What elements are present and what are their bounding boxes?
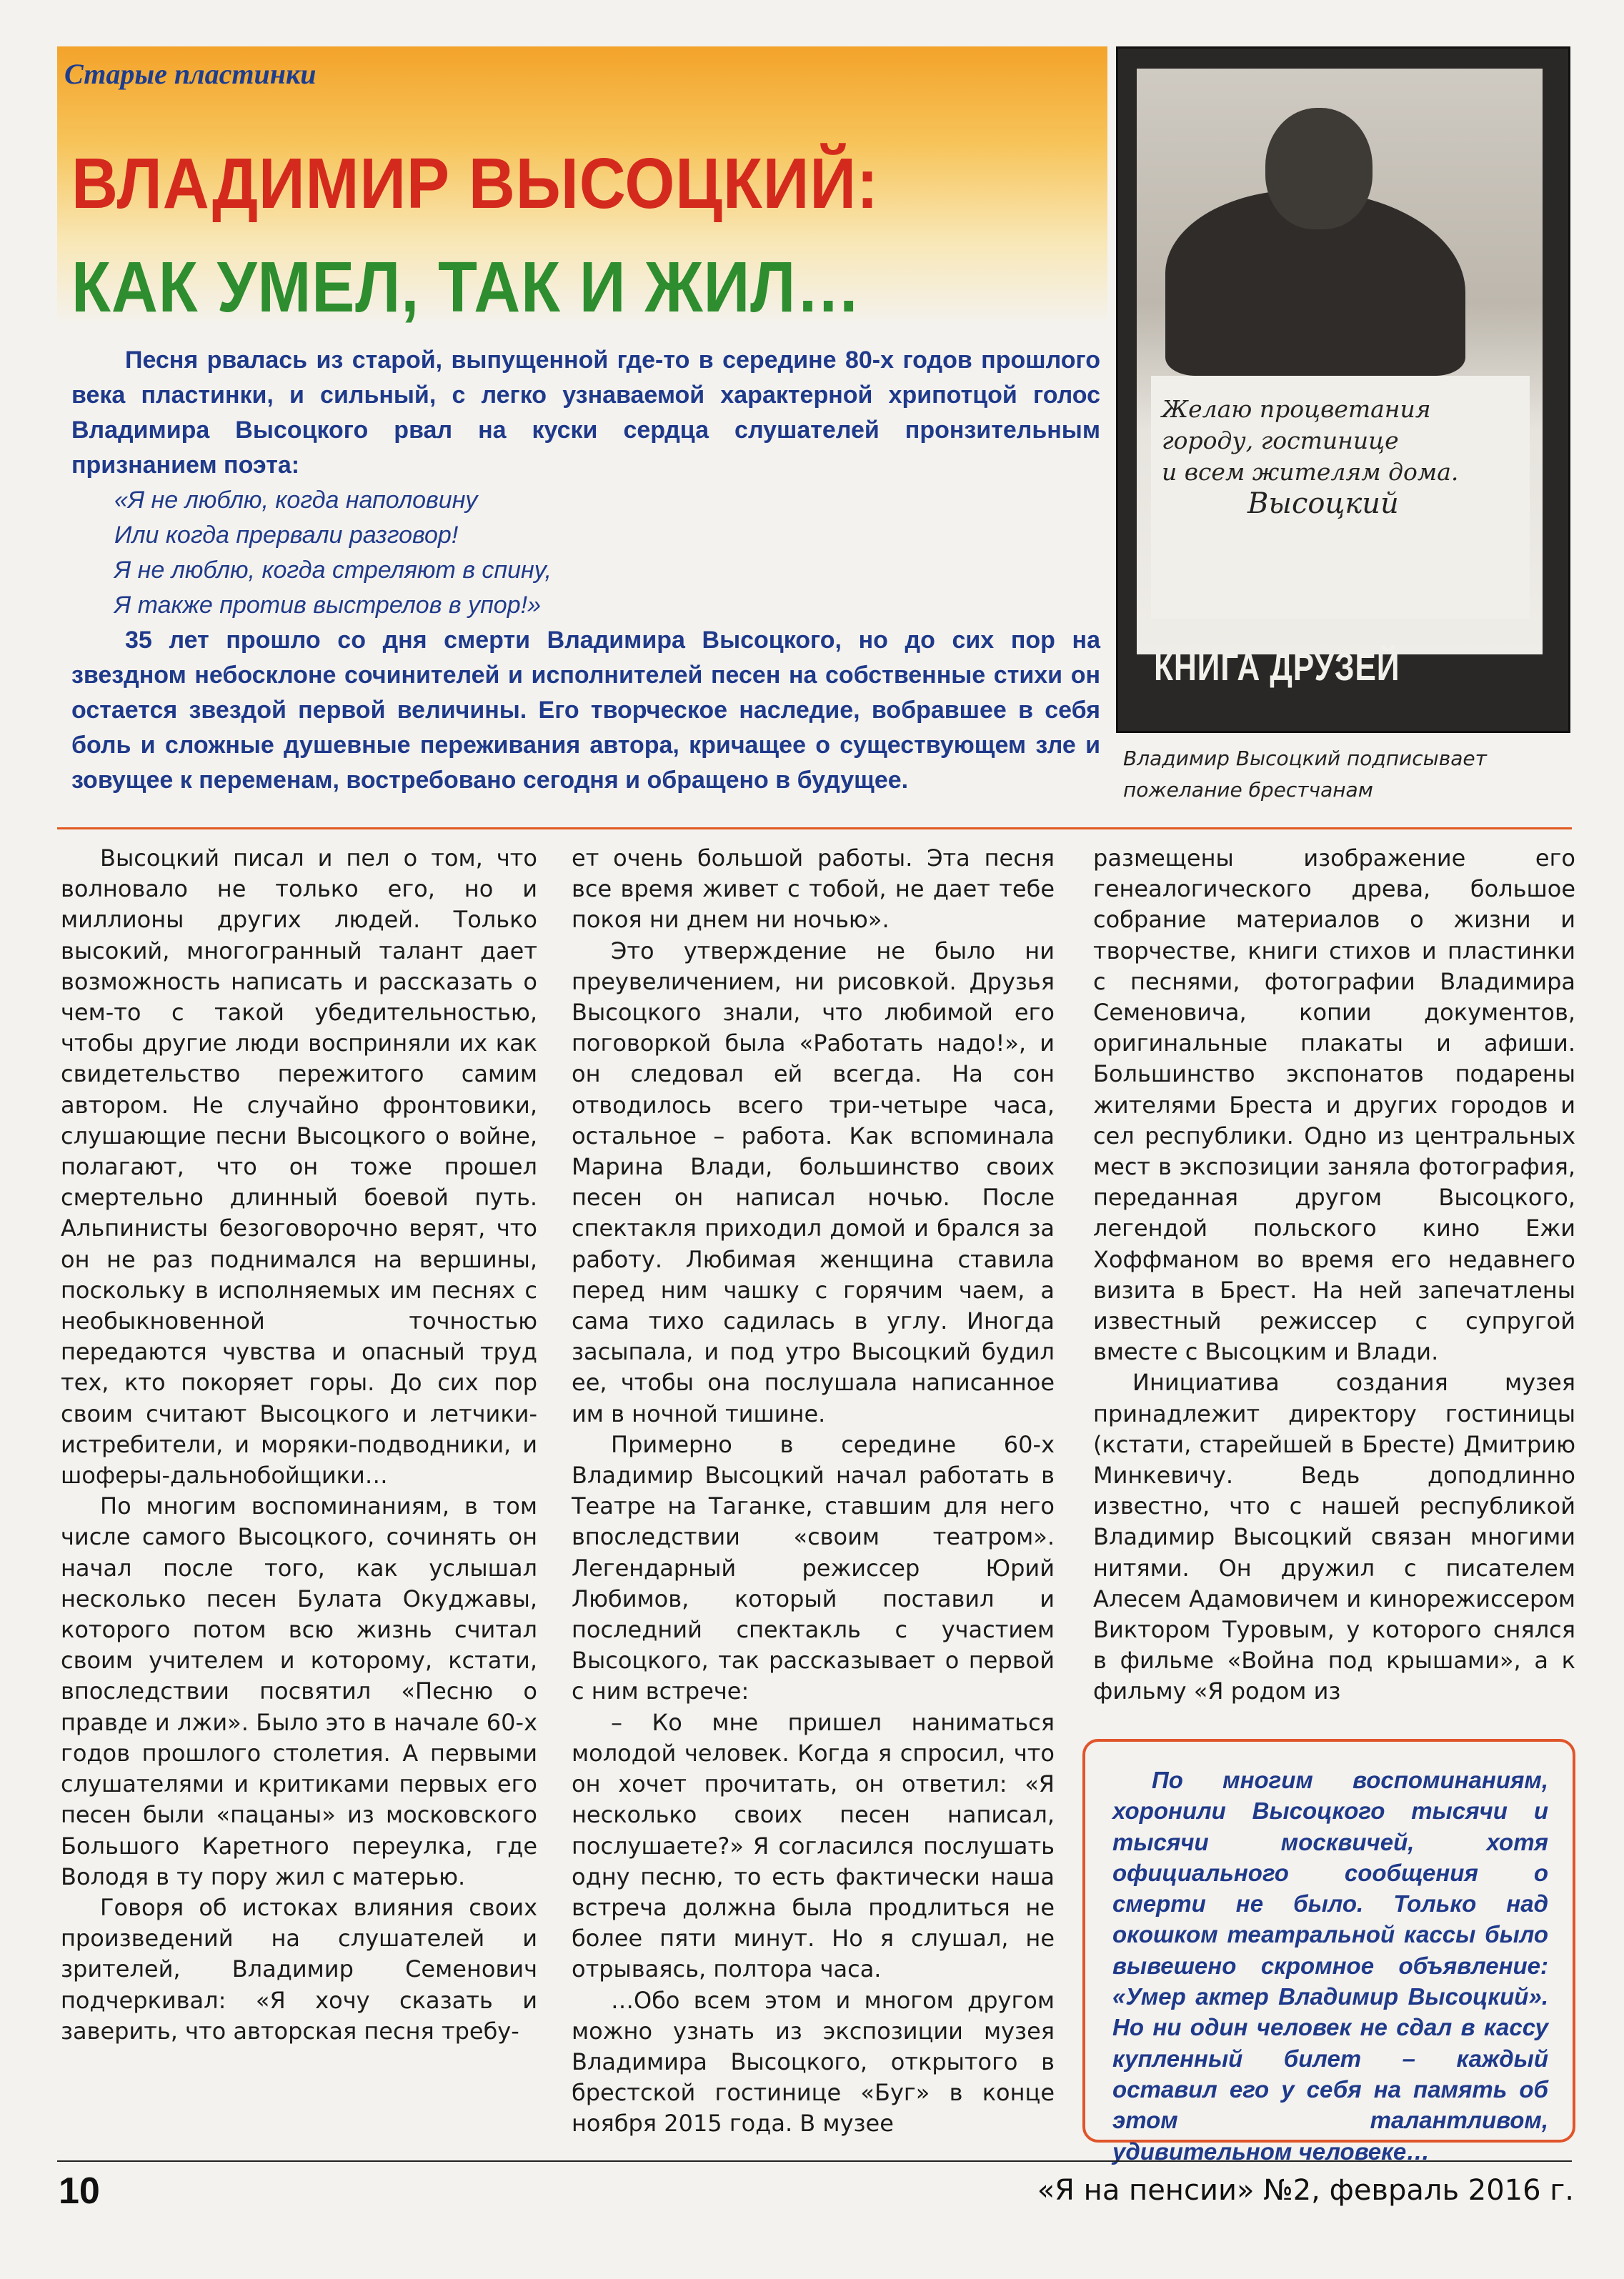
headline-line-2: КАК УМЕЛ, ТАК И ЖИЛ…	[71, 247, 862, 327]
lead-paragraph-block	[71, 343, 1100, 798]
inscription-line: городу, гостинице	[1162, 427, 1399, 454]
callout-text: По многим воспоминаниям, хоронили Высоцкого тысячи и тысячи москвичей, хотя официального сообщения о смерти не было. Только над окошком театральной кассы было вывешено скромное объявление: «Умер актер Владимир Высоцкий». Но ни один человек не сдал в кассу купленный билет – каждый оставил его у себя на память об этом талантливом, удивительном человеке…	[1112, 1767, 1548, 2165]
verse-line: Я также против выстрелов в упор!»	[114, 592, 541, 619]
article-column-1	[61, 843, 537, 2047]
photo-scene	[1137, 69, 1543, 654]
footer-rule	[57, 2160, 1572, 2162]
paragraph: Это утверждение не было ни преувеличением, ни рисовкой. Друзья Высоцкого знали, что любимой его поговоркой была «Работать надо!», и он следовал ей всегда. На сон отводилось всего три-четыре часа, остальное – работа. Как вспоминала Марина Влади, большинство своих песен он написал ночью. После спектакля приходил домой и брался за работу. Любимая женщина ставила перед ним чашку с горячим чаем, а сама тихо садилась в углу. Иногда засыпала, и под утро Высоцкий будил ее, чтобы она послушала написанное им в ночной тишине.	[572, 937, 1055, 1427]
lead-outro: 35 лет прошло со дня смерти Владимира Высоцкого, но до сих пор на звездном небосклоне сочинителей и исполнителей песен на собственные стихи он остается звездой первой величины. Его творческое наследие, вобравшее в себя боль и сложные душевные переживания автора, кричащее о существующем зле и зовущее к переменам, востребовано сегодня и обращено в будущее.	[71, 627, 1100, 794]
callout-box	[1082, 1739, 1575, 2165]
autograph: Высоцкий	[1247, 487, 1399, 520]
paragraph: Инициатива создания музея принадлежит директору гостиницы (кстати, старейшей в Бресте) Дмитрию Минкевичу. Ведь доподлинно известно, что с нашей республикой Владимир Высоцкий связан многими нитями. Он дружил с писателем Алесем Адамовичем и кинорежиссером Виктором Туровым, у которого снялся в фильме «Война под крышами», а к фильму «Я родом из	[1093, 1369, 1575, 1705]
handwritten-inscription	[1162, 394, 1462, 519]
paragraph: – Ко мне пришел наниматься молодой человек. Когда я спросил, что он хочет прочитать, он ответил: «Я несколько своих песен написал, послушаете?» Я согласился послушать одну песню, то есть фактически наша встреча должна была продлиться не более пяти минут. Но я слушал, не отрываясь, полтора часа.	[572, 1708, 1055, 1983]
paragraph: размещены изображение его генеалогического древа, большое собрание материалов о жизни и творчестве, книги стихов и пластинки с песнями, фотографии Владимира Семеновича, копии документов, оригинальные плакаты и афиши. Большинство экспонатов подарены жителями Бреста и других городов и сел республики. Одно из центральных мест в экспозиции заняла фотография, переданная другом Высоцкого, легендой польского кино Ежи Хоффманом во время его недавнего визита в Брест. На ней запечатлены известный режиссер с супругой вместе с Высоцким и Влади.	[1093, 844, 1575, 1366]
verse-line: Я не люблю, когда стреляют в спину,	[114, 557, 552, 584]
paragraph: ет очень большой работы. Эта песня все время живет с тобой, не дает тебе покоя ни днем ни ночью».	[572, 844, 1055, 934]
inscription-line: Желаю процветания	[1162, 395, 1431, 423]
paragraph: …Обо всем этом и многом другом можно узнать из экспозиции музея Владимира Высоцкого, открытого в брестской гостинице «Буг» в конце ноября 2015 года. В музее	[572, 1986, 1055, 2138]
article-photo	[1116, 46, 1570, 733]
article-column-3	[1093, 843, 1575, 1707]
lead-intro: Песня рвалась из старой, выпущенной где-то в середине 80-х годов прошлого века пластинки, и сильный, с легко узнаваемой характерной хрипотцой голос Владимира Высоцкого рвал на куски сердца слушателей пронзительным признанием поэта:	[71, 346, 1100, 479]
verse-line: «Я не люблю, когда наполовину	[114, 487, 478, 514]
paragraph: По многим воспоминаниям, в том числе самого Высоцкого, сочинять он начал после того, как услышал несколько песен Булата Окуджавы, которого потом всю жизнь считал своим учителем и которому, кстати, впоследствии посвятил «Песню о правде и лжи». Было это в начале 60-х годов прошлого столетия. А первыми слушателями и критиками первых его песен были «пацаны» из московского Большого Каретного переулка, где Володя в ту пору жил с матерью.	[61, 1492, 537, 1890]
book-title-label: КНИГА ДРУЗЕЙ	[1154, 646, 1400, 689]
section-rubric: Старые пластинки	[64, 58, 317, 90]
verse-line: Или когда прервали разговор!	[114, 522, 459, 549]
paragraph: Говоря об истоках влияния своих произведений на слушателей и зрителей, Владимир Семенович подчеркивал: «Я хочу сказать и заверить, что авторская песня требу-	[61, 1893, 537, 2045]
section-divider	[57, 827, 1572, 829]
paragraph: Примерно в середине 60-х Владимир Высоцкий начал работать в Театре на Таганке, ставшим для него впоследствии «своим театром». Легендарный режиссер Юрий Любимов, который поставил и последний спектакль с участием Высоцкого, так рассказывает о первой с ним встрече:	[572, 1430, 1055, 1705]
issue-info: «Я на пенсии» №2, февраль 2016 г.	[1037, 2174, 1574, 2207]
article-column-2	[572, 843, 1055, 2140]
page-number: 10	[59, 2170, 100, 2212]
headline-line-1: ВЛАДИМИР ВЫСОЦКИЙ:	[71, 144, 879, 224]
inscription-line: и всем жителям дома.	[1162, 458, 1459, 486]
person-silhouette-head	[1265, 108, 1373, 229]
paragraph: Высоцкий писал и пел о том, что волновало не только его, но и миллионы других людей. Только высокий, многогранный талант дает возможность написать и рассказать о чем-то с такой убедительностью, чтобы другие люди восприняли их как свидетельство пережитого самим автором. Не случайно фронтовики, слушающие песни Высоцкого о войне, полагают, что он тоже прошел смертельно длинный боевой путь. Альпинисты безоговорочно верят, что он не раз поднимался на вершины, поскольку в исполняемых им песнях с необыкновенной точностью передаются чувства и опасный труд тех, кто покоряет горы. До сих пор своим считают Высоцкого и летчики-истребители, и моряки-подводники, и шоферы-дальнобойщики…	[61, 844, 537, 1490]
photo-caption: Владимир Высоцкий подписывает пожелание брестчанам	[1123, 747, 1487, 802]
